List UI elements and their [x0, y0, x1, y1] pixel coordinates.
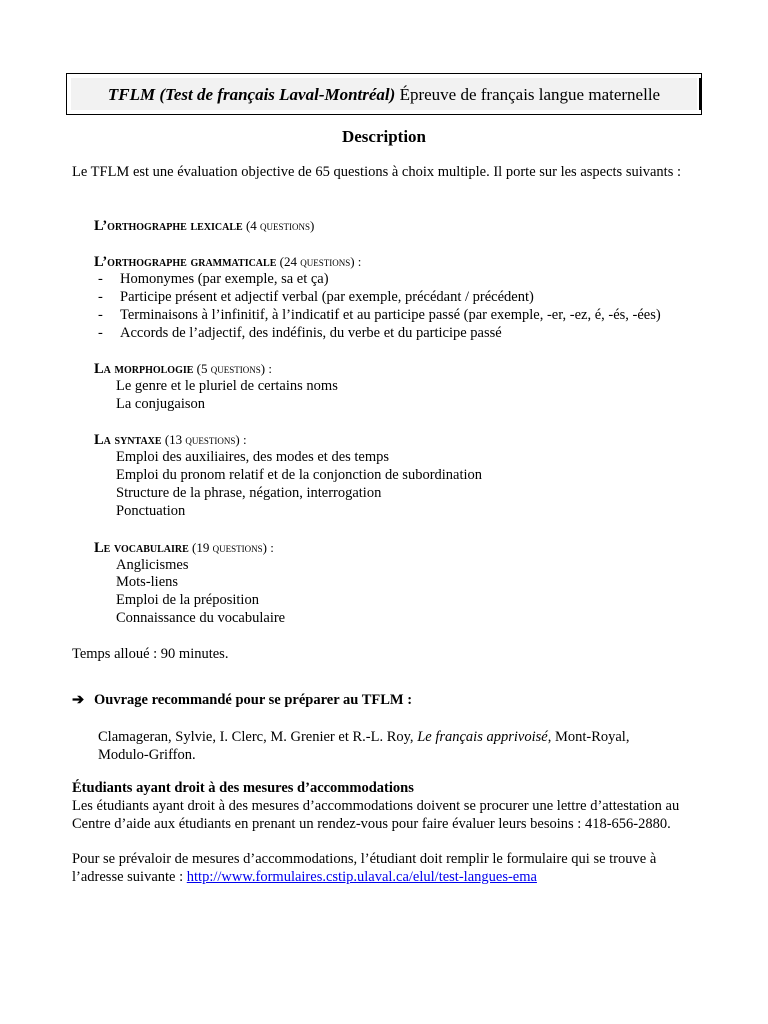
list-item: Emploi du pronom relatif et de la conjonction de subordination — [116, 467, 483, 483]
list-item: Connaissance du vocabulaire — [116, 610, 286, 626]
list-item: Le genre et le pluriel de certains noms — [116, 378, 338, 394]
intro-paragraph: Le TFLM est une évaluation objective de 65 questions à choix multiple. Il porte sur les aspects suivants : — [72, 164, 682, 180]
list-item: Structure de la phrase, négation, interrogation — [116, 485, 382, 501]
title-test-name: TFLM (Test de français Laval-Montréal) — [107, 85, 396, 104]
list-item: Emploi des auxiliaires, des modes et des temps — [116, 449, 390, 465]
title-subtitle: Épreuve de français langue maternelle — [395, 85, 661, 104]
accommodations-form-paragraph: Pour se prévaloir de mesures d’accommodations, l’étudiant doit remplir le formulaire qui se trouve à l’adresse suivante : http://www.formulaires.cstip.ulaval.ca/elul/test-langues-ema — [72, 851, 657, 885]
form-link[interactable]: http://www.formulaires.cstip.ulaval.ca/elul/test-langues-ema — [186, 868, 537, 885]
section-syntaxe-title: La syntaxe (13 questions) : — [94, 432, 247, 448]
description-heading: Description — [341, 127, 427, 146]
list-item: Ponctuation — [116, 503, 186, 519]
accommodations-heading: Étudiants ayant droit à des mesures d’accommodations — [72, 780, 414, 796]
list-item: - Participe présent et adjectif verbal (par exemple, précédant / précédent) — [98, 289, 534, 305]
section-ortho-grammaticale-title: L’orthographe grammaticale (24 questions) : — [94, 254, 362, 270]
title-box — [66, 73, 702, 115]
title-text — [71, 78, 697, 110]
accommodations-paragraph: Les étudiants ayant droit à des mesures d’accommodations doivent se procurer une lettre d’attestation au Centre d’aide aux étudiants en prenant un rendez-vous pour faire évaluer leurs besoins : 418-656-2880. — [72, 798, 680, 832]
section-morphologie-title: La morphologie (5 questions) : — [94, 361, 272, 377]
section-ortho-lexicale-title: L’orthographe lexicale (4 questions) — [94, 218, 315, 234]
list-item: Anglicismes — [116, 557, 189, 573]
list-item: Mots-liens — [116, 574, 179, 590]
list-item: La conjugaison — [116, 396, 205, 412]
list-item: - Accords de l’adjectif, des indéfinis, du verbe et du participe passé — [98, 325, 502, 341]
section-vocabulaire-title: Le vocabulaire (19 questions) : — [94, 540, 274, 556]
time-allowed: Temps alloué : 90 minutes. — [72, 646, 229, 662]
arrow-right-icon: ➔ — [72, 692, 85, 708]
title-box-shadow-edge — [699, 78, 702, 110]
recommended-heading: ➔ Ouvrage recommandé pour se préparer au TFLM : — [72, 692, 413, 708]
list-item: - Homonymes (par exemple, sa et ça) — [98, 271, 329, 287]
list-item: Emploi de la préposition — [116, 592, 259, 608]
list-item: - Terminaisons à l’infinitif, à l’indicatif et au participe passé (par exemple, -er, -ez, é, -és, -ées) — [98, 307, 661, 323]
recommended-reference: Clamageran, Sylvie, I. Clerc, M. Grenier et R.-L. Roy, Le français apprivoisé, Mont-Royal, Modulo-Griffon. — [98, 729, 630, 763]
